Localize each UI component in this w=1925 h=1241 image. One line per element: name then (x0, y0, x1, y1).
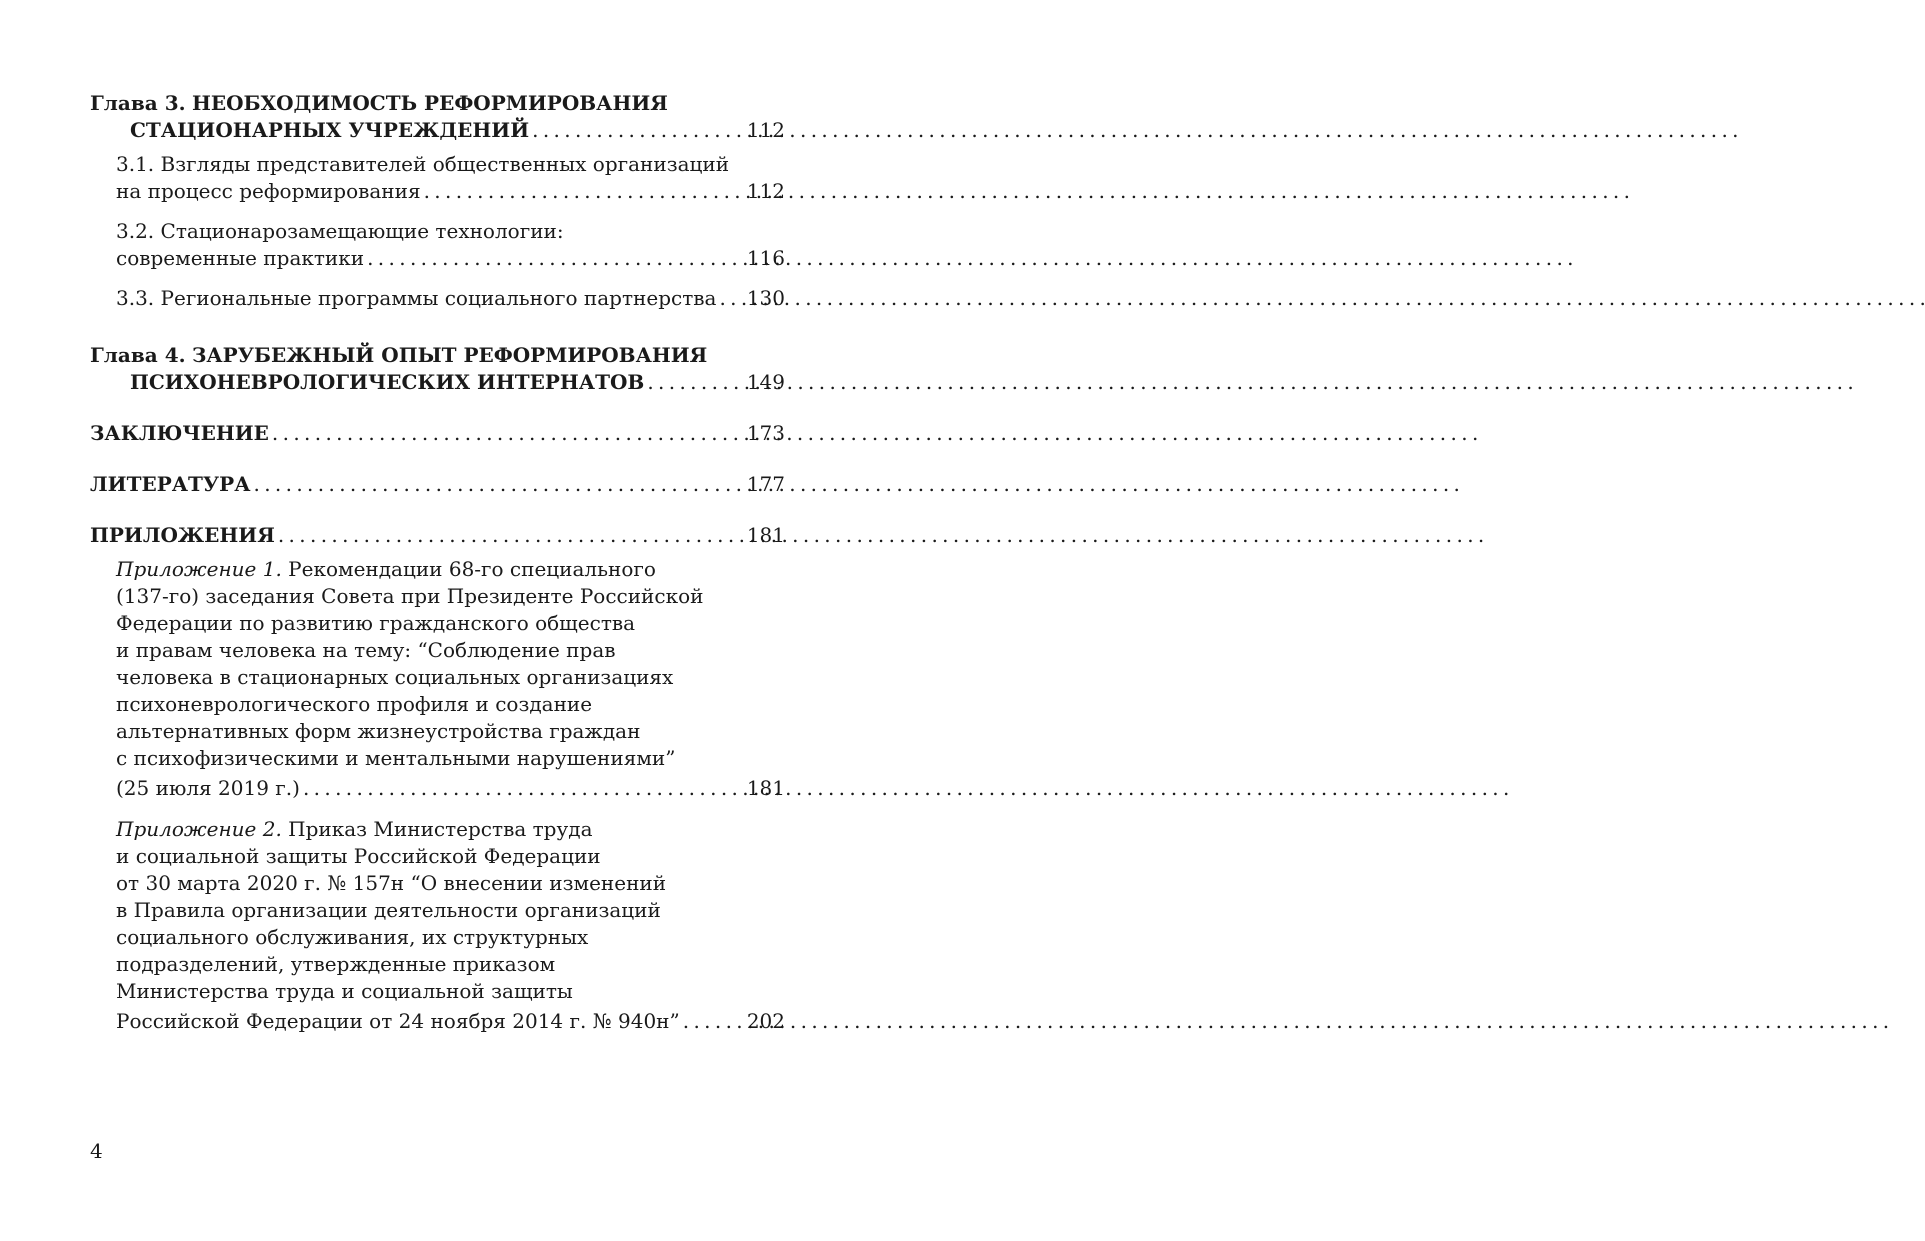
chapter-3-title-line1: НЕОБХОДИМОСТЬ РЕФОРМИРОВАНИЯ (191, 91, 668, 115)
appendix-1-line1: Рекомендации 68-го специального (288, 557, 656, 581)
leader-dots (253, 471, 743, 498)
toc-entry-conclusion (90, 420, 785, 447)
toc-entry-section-3-1 (116, 151, 785, 178)
appendix-1-line: человека в стационарных социальных организациях (116, 665, 674, 689)
section-3-1-page: 112 (746, 179, 785, 203)
conclusion-label: ЗАКЛЮЧЕНИЕ (90, 421, 269, 445)
toc-entry-literature (90, 471, 785, 498)
appendix-1-line: альтернативных форм жизнеустройства граждан (116, 719, 641, 743)
leader-dots (367, 245, 744, 272)
chapter-3-page: 112 (746, 118, 785, 142)
appendices-page: 181 (746, 523, 785, 547)
section-3-2-line2: современные практики (116, 246, 365, 270)
chapter-4-title-line1: ЗАРУБЕЖНЫЙ ОПЫТ РЕФОРМИРОВАНИЯ (191, 343, 708, 367)
section-3-1-line2: на процесс реформирования (116, 179, 421, 203)
appendix-2-prefix: Приложение 2. (116, 817, 282, 841)
appendix-2-line: в Правила организации деятельности организаций (116, 898, 661, 922)
conclusion-page: 173 (746, 421, 785, 445)
toc-entry-appendices (90, 522, 785, 549)
section-3-1-line1: 3.1. Взгляды представителей общественных организаций (116, 152, 730, 176)
leader-dots (532, 117, 744, 144)
toc-entry-chapter-4-cont (130, 369, 785, 396)
toc-entry-appendix-1-cont (116, 775, 785, 802)
appendix-1-page: 181 (746, 776, 785, 800)
toc-entry-appendix-2-cont (116, 1008, 785, 1035)
chapter-4-page: 149 (746, 370, 785, 394)
appendix-2-line8: Российской Федерации от 24 ноября 2014 г. № 940н” (116, 1009, 680, 1033)
section-3-3-line1: 3.3. Региональные программы социального партнерства (116, 286, 717, 310)
toc-entry-section-3-2-cont (116, 245, 785, 272)
literature-label: ЛИТЕРАТУРА (90, 472, 251, 496)
appendix-1-line: с психофизическими и ментальными нарушениями” (116, 746, 676, 770)
appendix-1-prefix: Приложение 1. (116, 557, 282, 581)
leader-dots (272, 420, 744, 447)
appendices-label: ПРИЛОЖЕНИЯ (90, 523, 275, 547)
chapter-4-title-line2: ПСИХОНЕВРОЛОГИЧЕСКИХ ИНТЕРНАТОВ (130, 370, 645, 394)
leader-dots (278, 522, 744, 549)
appendix-2-line: Министерства труда и социальной защиты (116, 979, 573, 1003)
page-number: 4 (90, 1139, 103, 1163)
toc-entry-appendix-1 (116, 556, 785, 583)
leader-dots (647, 369, 744, 396)
literature-page: 177 (746, 472, 785, 496)
appendix-2-line: подразделений, утвержденные приказом (116, 952, 556, 976)
leader-dots (424, 178, 744, 205)
toc-entry-chapter-3 (90, 90, 668, 117)
section-3-3-page: 130 (746, 286, 785, 310)
appendix-1-line: психоневрологического профиля и создание (116, 692, 593, 716)
appendix-1-line: (137-го) заседания Совета при Президенте Российской (116, 584, 704, 608)
appendix-2-line: и социальной защиты Российской Федерации (116, 844, 601, 868)
toc-entry-section-3-3 (116, 285, 785, 312)
toc-entry-section-3-2 (116, 218, 785, 245)
chapter-3-title-line2: СТАЦИОНАРНЫХ УЧРЕЖДЕНИЙ (130, 118, 530, 142)
appendix-1-line: Федерации по развитию гражданского общества (116, 611, 636, 635)
appendix-1-line: и правам человека на тему: “Соблюдение прав (116, 638, 616, 662)
section-3-2-page: 116 (746, 246, 785, 270)
appendix-2-line: социального обслуживания, их структурных (116, 925, 589, 949)
toc-entry-chapter-3-cont (130, 117, 785, 144)
appendix-2-line1: Приказ Министерства труда (288, 817, 593, 841)
appendix-1-line9: (25 июля 2019 г.) (116, 776, 300, 800)
leader-dots (683, 1008, 744, 1035)
chapter-4-prefix: Глава 4. (90, 343, 186, 367)
toc-entry-chapter-4 (90, 342, 707, 369)
leader-dots (303, 775, 744, 802)
chapter-3-prefix: Глава 3. (90, 91, 186, 115)
toc-entry-section-3-1-cont (116, 178, 785, 205)
appendix-2-page: 202 (746, 1009, 785, 1033)
leader-dots (719, 285, 743, 312)
toc-entry-appendix-2 (116, 816, 785, 843)
appendix-2-line: от 30 марта 2020 г. № 157н “О внесении изменений (116, 871, 667, 895)
section-3-2-line1: 3.2. Стационарозамещающие технологии: (116, 219, 564, 243)
toc-page (0, 0, 875, 1241)
